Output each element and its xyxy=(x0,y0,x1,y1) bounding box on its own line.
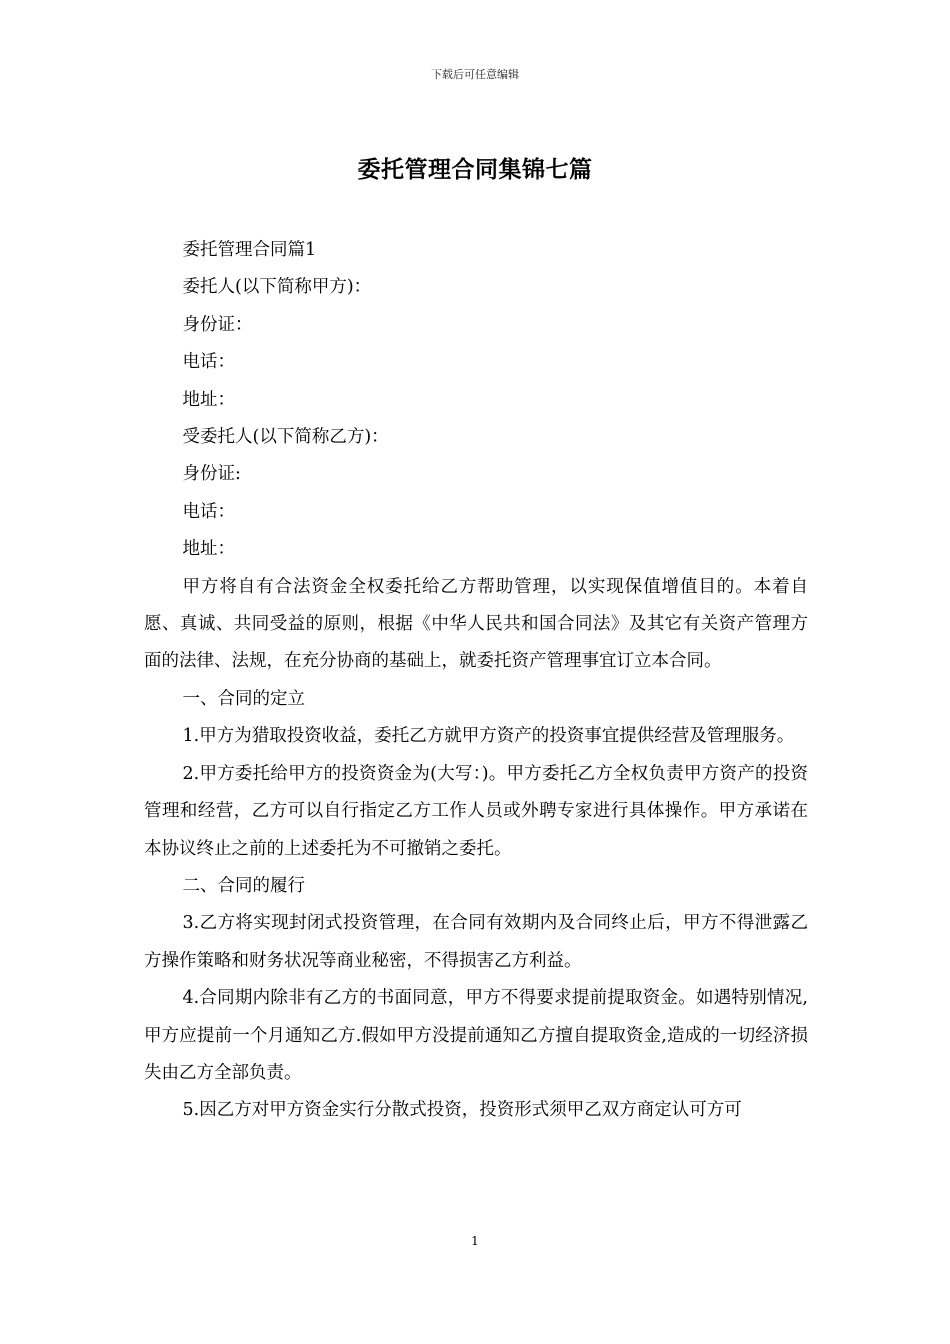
preamble-paragraph: 甲方将自有合法资金全权委托给乙方帮助管理，以实现保值增值目的。本着自愿、真诚、共同受益的原则，根据《中华人民共和国合同法》及其它有关资产管理方面的法律、法规，在充分协商的基础上，就委托资产管理事宜订立本合同。 xyxy=(144,576,808,672)
document-title: 委托管理合同集锦七篇 xyxy=(357,157,593,183)
clause-paragraph: 3.乙方将实现封闭式投资管理，在合同有效期内及合同终止后，甲方不得泄露乙方操作策略和财务状况等商业秘密，不得损害乙方利益。 xyxy=(144,913,808,971)
clause-paragraph: 4.合同期内除非有乙方的书面同意，甲方不得要求提前提取资金。如遇特别情况,甲方应提前一个月通知乙方.假如甲方没提前通知乙方擅自提取资金,造成的一切经济损失由乙方全部负责。 xyxy=(144,988,808,1083)
clause-paragraph: 2.甲方委托给甲方的投资资金为(大写：)。甲方委托乙方全权负责甲方资产的投资管理和经营，乙方可以自行指定乙方工作人员或外聘专家进行具体操作。甲方承诺在本协议终止之前的上述委托为不可撤销之委托。 xyxy=(144,763,808,859)
principal-address-field: 地址： xyxy=(182,389,235,410)
clause-heading-1: 一、合同的定立 xyxy=(182,688,305,709)
document-body xyxy=(144,232,808,1130)
section-heading: 委托管理合同篇1 xyxy=(182,240,317,260)
agent-address-field: 地址： xyxy=(182,539,235,560)
principal-field: 委托人(以下简称甲方)： xyxy=(182,277,372,298)
agent-id-field: 身份证: xyxy=(182,464,241,485)
page-header-note: 下载后可任意编辑 xyxy=(431,68,519,81)
principal-id-field: 身份证： xyxy=(182,314,253,335)
clause-heading-2: 二、合同的履行 xyxy=(182,875,305,896)
agent-field: 受委托人(以下简称乙方)： xyxy=(182,427,389,448)
page-number: 1 xyxy=(471,1234,479,1248)
clause-paragraph: 1.甲方为猎取投资收益，委托乙方就甲方资产的投资事宜提供经营及管理服务。 xyxy=(182,726,795,747)
agent-phone-field: 电话： xyxy=(182,501,235,522)
principal-phone-field: 电话： xyxy=(182,352,235,373)
clause-paragraph: 5.因乙方对甲方资金实行分散式投资，投资形式须甲乙双方商定认可方可 xyxy=(182,1100,742,1121)
